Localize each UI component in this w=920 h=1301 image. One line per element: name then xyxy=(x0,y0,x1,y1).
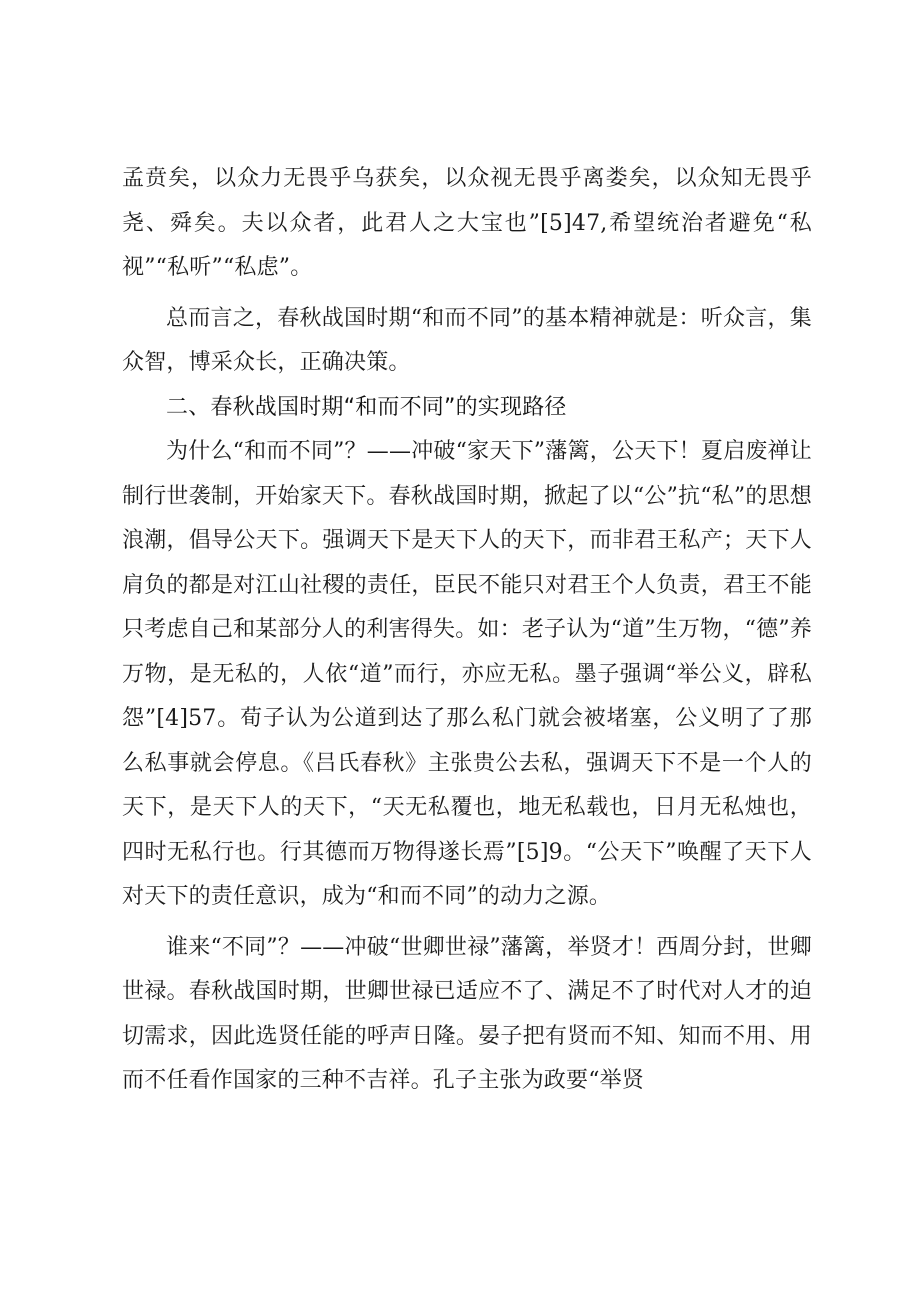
paragraph-who-differs: 谁来“不同”？——冲破“世卿世禄”藩篱，举贤才！西周分封，世卿世禄。春秋战国时期，世卿世禄已适应不了、满足不了时代对人才的迫切需求，因此选贤任能的呼声日隆。晏子把有贤而不知、知而不用、用而不任看作国家的三种不吉祥。孔子主张为政要“举贤 xyxy=(122,934,812,1093)
paragraph-summary: 总而言之，春秋战国时期“和而不同”的基本精神就是：听众言，集众智，博采众长，正确决策。 xyxy=(122,305,812,375)
document-body xyxy=(122,157,812,1104)
paragraph-continuation: 孟贲矣，以众力无畏乎乌获矣，以众视无畏乎离娄矣，以众知无畏乎尧、舜矣。夫以众者，此君人之大宝也”[5]47,希望统治者避免“私视”“私听”“私虑”。 xyxy=(122,166,812,280)
paragraph-why-harmony: 为什么“和而不同”？——冲破“家天下”藩篱，公天下！夏启废禅让制行世袭制，开始家天下。春秋战国时期，掀起了以“公”抗“私”的思想浪潮，倡导公天下。强调天下是天下人的天下，而非君王私产；天下人肩负的都是对江山社稷的责任，臣民不能只对君王个人负责，君王不能只考虑自己和某部分人的利害得失。如：老子认为“道”生万物，“德”养万物，是无私的，人依“道”而行，亦应无私。墨子强调“举公义，辟私怨”[4]57。荀子认为公道到达了那么私门就会被堵塞，公义明了了那么私事就会停息。《吕氏春秋》主张贵公去私，强调天下不是一个人的天下，是天下人的天下，“天无私覆也，地无私载也，日月无私烛也，四时无私行也。行其德而万物得遂长焉”[5]9。“公天下”唤醒了天下人对天下的责任意识，成为“和而不同”的动力之源。 xyxy=(122,439,812,909)
section-heading: 二、春秋战国时期“和而不同”的实现路径 xyxy=(166,394,567,420)
